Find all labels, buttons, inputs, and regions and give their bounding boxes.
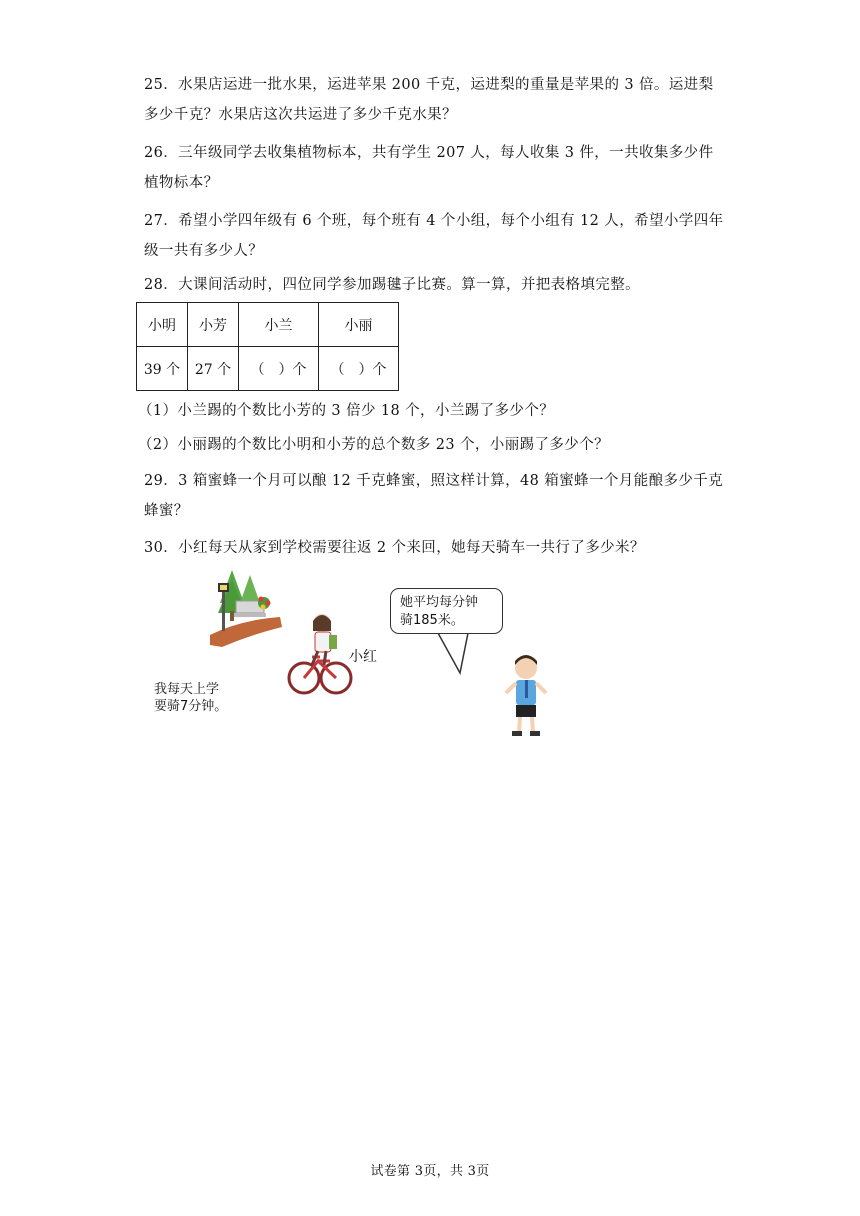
header-xiaoli: 小丽 xyxy=(319,303,399,347)
question-30: 30．小红每天从家到学校需要往返 2 个来回，她每天骑车一共行了多少米？ xyxy=(144,540,645,556)
question-27: 27．希望小学四年级有 6 个班，每个班有 4 个小组，每个小组有 12 人，希望小学四年级一共有多少人？ xyxy=(144,213,724,259)
table-value-row xyxy=(137,347,399,391)
park-scene-icon xyxy=(210,570,282,647)
page-footer: 试卷第 3页，共 3页 xyxy=(370,1164,490,1179)
boy-speech-line1: 她平均每分钟 xyxy=(400,595,479,610)
header-xiaofang: 小芳 xyxy=(188,303,239,347)
question-28: 28．大课间活动时，四位同学参加踢毽子比赛。算一算，并把表格填完整。 xyxy=(144,277,641,293)
question-29: 29．3 箱蜜蜂一个月可以酿 12 千克蜂蜜，照这样计算，48 箱蜜蜂一个月能酿多少千克蜂蜜？ xyxy=(144,473,724,519)
header-xiaolan: 小兰 xyxy=(239,303,319,347)
boy-speech-line2: 骑185米。 xyxy=(400,613,464,628)
value-xiaolan: （ ）个 xyxy=(239,347,319,391)
boy-icon xyxy=(506,655,546,736)
girl-speech-line1: 我每天上学 xyxy=(154,682,220,697)
value-xiaoli: （ ）个 xyxy=(319,347,399,391)
girl-on-bicycle-icon xyxy=(289,614,351,693)
value-xiaoming: 39 个 xyxy=(137,347,188,391)
header-xiaoming: 小明 xyxy=(137,303,188,347)
girl-speech xyxy=(154,681,227,715)
question-25: 25．水果店运进一批水果，运进苹果 200 千克，运进梨的重量是苹果的 3 倍。运进梨多少千克？水果店这次共运进了多少千克水果？ xyxy=(144,77,714,123)
question-28-sub2: （2）小丽踢的个数比小明和小芳的总个数多 23 个，小丽踢了多少个？ xyxy=(138,437,609,453)
girl-name-label: 小红 xyxy=(349,649,377,665)
girl-speech-line2: 要骑7分钟。 xyxy=(154,699,228,714)
table-header-row xyxy=(137,303,399,347)
kick-count-table xyxy=(136,302,399,391)
question-28-sub1: （1）小兰踢的个数比小芳的 3 倍少 18 个，小兰踢了多少个？ xyxy=(138,403,555,419)
question-26: 26．三年级同学去收集植物标本，共有学生 207 人，每人收集 3 件，一共收集多少件植物标本？ xyxy=(144,145,714,191)
speech-tail-icon xyxy=(438,633,468,673)
value-xiaofang: 27 个 xyxy=(188,347,239,391)
boy-speech-bubble xyxy=(390,588,503,634)
